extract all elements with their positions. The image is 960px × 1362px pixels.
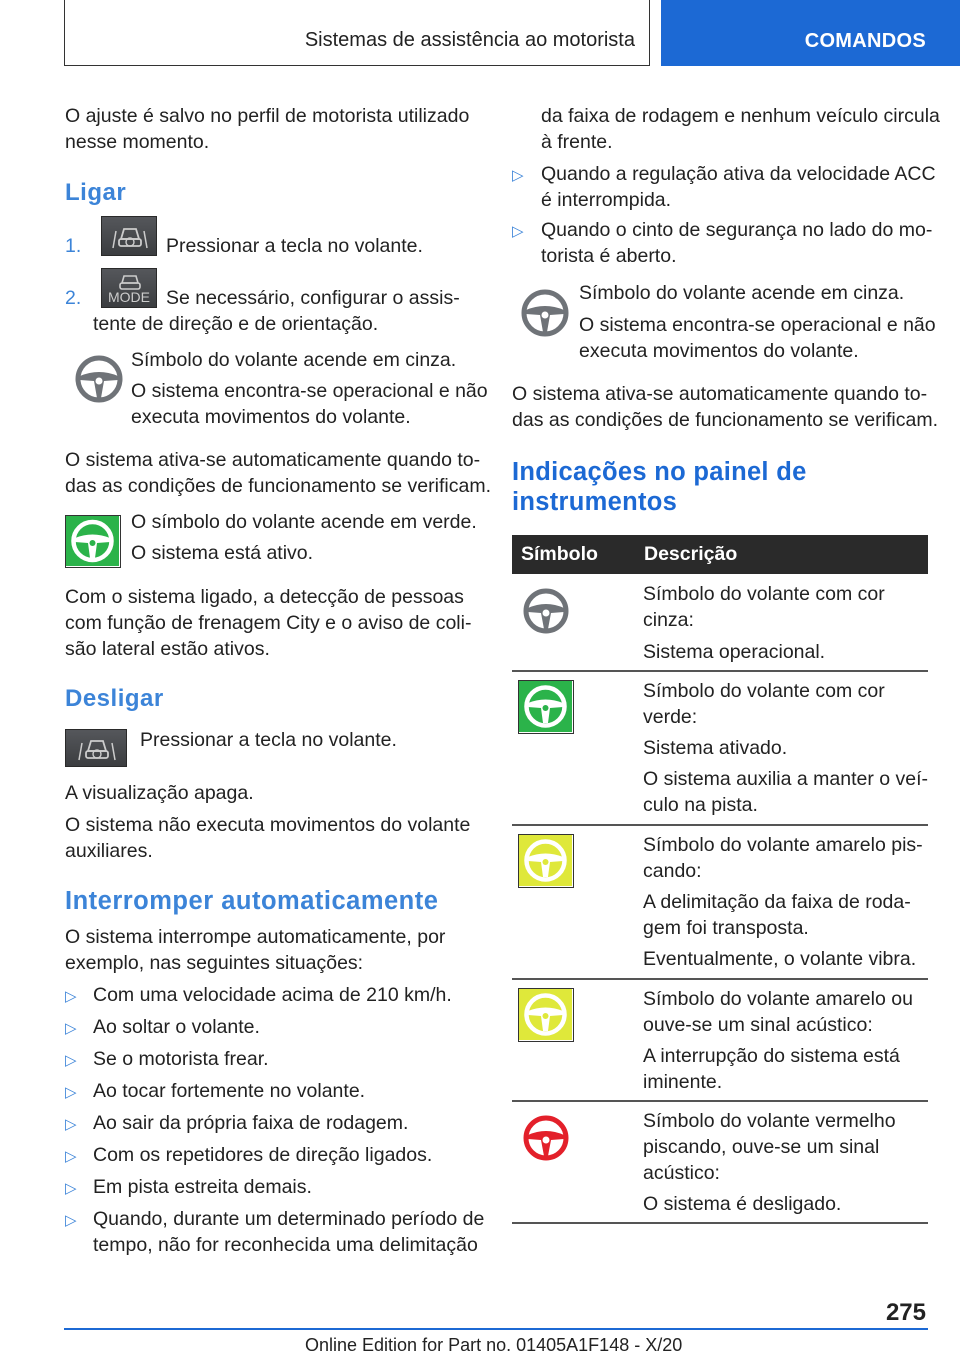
bullet-marker: ▷: [65, 1052, 77, 1069]
steering-wheel-yellow-icon: [519, 989, 572, 1040]
row2-line4: O sistema auxilia a manter o veí-: [643, 768, 929, 790]
row2-line5: culo na pista.: [643, 794, 758, 816]
intro-line-1: O ajuste é salvo no perfil de motorista utilizado: [65, 105, 470, 127]
gray-info-2: O sistema encontra-se operacional e não: [131, 380, 488, 402]
table-row-divider: [512, 1100, 928, 1102]
driver-assist-icon-off: [66, 730, 128, 768]
right-auto-1: O sistema ativa-se automaticamente quando to-: [512, 383, 928, 405]
table-row-divider: [512, 824, 928, 826]
interrupt-intro-1: O sistema interrompe automaticamente, por: [65, 926, 446, 948]
row3-line3: A delimitação da faixa de roda-: [643, 891, 911, 913]
green-icon-frame: [65, 515, 121, 568]
steering-wheel-green-icon: [519, 681, 572, 732]
mode-label: MODE: [108, 289, 150, 305]
row4-line1: Símbolo do volante amarelo ou: [643, 988, 913, 1010]
bullet-item: Com uma velocidade acima de 210 km/h.: [93, 984, 452, 1006]
heading-ligar: Ligar: [65, 179, 127, 206]
step-2-number: 2.: [65, 287, 82, 309]
bullet-item: Ao tocar fortemente no volante.: [93, 1080, 366, 1102]
continued-2: à frente.: [541, 131, 613, 153]
mode-button-image: [101, 268, 157, 308]
driver-assist-icon: [102, 217, 158, 257]
off-text-1: A visualização apaga.: [65, 782, 254, 804]
row2-line2: verde:: [643, 706, 698, 728]
footer-edition: Online Edition for Part no. 01405A1F148 - X/20: [305, 1335, 683, 1355]
assist-button-image-off: [65, 729, 127, 767]
auto-activate-1: O sistema ativa-se automaticamente quando to-: [65, 449, 481, 471]
interrupt-intro-2: exemplo, nas seguintes situações:: [65, 952, 364, 974]
bullet-marker: ▷: [512, 167, 524, 184]
bullet-marker: ▷: [65, 1212, 77, 1229]
table-col-description: Descrição: [644, 543, 738, 565]
bullet-item: Ao soltar o volante.: [93, 1016, 260, 1038]
row4-line2: ouve-se um sinal acústico:: [643, 1014, 873, 1036]
row4-line4: iminente.: [643, 1071, 723, 1093]
step-2-text-2: tente de direção e de orientação.: [93, 313, 379, 335]
off-button-text: Pressionar a tecla no volante.: [140, 729, 397, 751]
bullet-marker: ▷: [65, 1148, 77, 1165]
bullet-item-last-2: tempo, não for reconhecida uma delimitação: [93, 1234, 478, 1256]
row4-line3: A interrupção do sistema está: [643, 1045, 900, 1067]
row5-line2: piscando, ouve-se um sinal: [643, 1136, 880, 1158]
intro-line-2: nesse momento.: [65, 131, 210, 153]
footer-divider: [64, 1328, 928, 1330]
row5-line4: O sistema é desligado.: [643, 1193, 842, 1215]
table-row-divider: [512, 978, 928, 980]
bullet-item: Se o motorista frear.: [93, 1048, 269, 1070]
header-chapter-tab[interactable]: [661, 0, 960, 66]
right-auto-2: das as condições de funcionamento se verificam.: [512, 409, 938, 431]
row1-line3: Sistema operacional.: [643, 641, 826, 663]
row3-line1: Símbolo do volante amarelo pis-: [643, 834, 923, 856]
bullet-marker: ▷: [512, 223, 524, 240]
green-info-2: O sistema está ativo.: [131, 542, 314, 564]
right-bullet-2-b: torista é aberto.: [541, 245, 677, 267]
bullet-item: Em pista estreita demais.: [93, 1176, 312, 1198]
heading-indicacoes-1: Indicações no painel de: [512, 458, 807, 486]
heading-interromper: Interromper automaticamente: [65, 887, 439, 915]
bullet-marker: ▷: [65, 988, 77, 1005]
row1-line1: Símbolo do volante com cor: [643, 583, 885, 605]
bullet-item: Ao sair da própria faixa de rodagem.: [93, 1112, 409, 1134]
off-text-2: O sistema não executa movimentos do volante: [65, 814, 471, 836]
row1-line2: cinza:: [643, 609, 694, 631]
row2-line3: Sistema ativado.: [643, 737, 788, 759]
table-header: [512, 535, 928, 574]
right-bullet-1-a: Quando a regulação ativa da velocidade ACC: [541, 163, 936, 185]
steering-wheel-gray-icon: [70, 354, 128, 404]
row3-line2: cando:: [643, 860, 702, 882]
green-icon-frame: [518, 680, 574, 734]
steering-wheel-yellow-icon: [519, 835, 572, 886]
right-bullet-1-b: é interrompida.: [541, 189, 672, 211]
yellow-icon-frame: [518, 834, 574, 888]
steering-wheel-gray-icon: [520, 586, 572, 636]
bullet-marker: ▷: [65, 1020, 77, 1037]
table-row-divider: [512, 1222, 928, 1224]
continued-1: da faixa de rodagem e nenhum veículo circula: [541, 105, 940, 127]
step-1-number: 1.: [65, 235, 82, 257]
right-gray-info-3: executa movimentos do volante.: [579, 340, 859, 362]
on-text-2: com função de frenagem City e o aviso de coli-: [65, 612, 472, 634]
right-gray-info-1: Símbolo do volante acende em cinza.: [579, 282, 905, 304]
gray-info-1: Símbolo do volante acende em cinza.: [131, 349, 457, 371]
step-2-text-1: Se necessário, configurar o assis-: [166, 287, 460, 309]
bullet-item: Com os repetidores de direção ligados.: [93, 1144, 433, 1166]
on-text-1: Com o sistema ligado, a detecção de pessoas: [65, 586, 464, 608]
row3-line4: gem foi transposta.: [643, 917, 809, 939]
row5-line1: Símbolo do volante vermelho: [643, 1110, 896, 1132]
row3-line5: Eventualmente, o volante vibra.: [643, 948, 917, 970]
right-gray-info-2: O sistema encontra-se operacional e não: [579, 314, 936, 336]
steering-wheel-green-icon: [66, 516, 119, 566]
row5-line3: acústico:: [643, 1162, 720, 1184]
header-section-title: Sistemas de assistência ao motorista: [304, 29, 635, 51]
steering-wheel-gray-icon: [516, 288, 574, 338]
bullet-marker: ▷: [65, 1116, 77, 1133]
green-info-1: O símbolo do volante acende em verde.: [131, 511, 477, 533]
bullet-marker: ▷: [65, 1180, 77, 1197]
auto-activate-2: das as condições de funcionamento se verificam.: [65, 475, 491, 497]
header-chapter-title: COMANDOS: [804, 30, 926, 52]
header-section-box: [64, 0, 650, 66]
table-col-symbol: Símbolo: [521, 543, 598, 565]
steering-wheel-red-icon: [520, 1113, 572, 1163]
right-bullet-2-a: Quando o cinto de segurança no lado do mo-: [541, 219, 933, 241]
bullet-item-last-1: Quando, durante um determinado período de: [93, 1208, 485, 1230]
gray-info-3: executa movimentos do volante.: [131, 406, 411, 428]
row2-line1: Símbolo do volante com cor: [643, 680, 885, 702]
step-1-text: Pressionar a tecla no volante.: [166, 235, 423, 257]
on-text-3: são lateral estão ativos.: [65, 638, 270, 660]
yellow-icon-frame: [518, 988, 574, 1042]
heading-desligar: Desligar: [65, 685, 164, 712]
page-number: 275: [885, 1299, 926, 1326]
assist-button-image: [101, 216, 157, 256]
table-row-divider: [512, 670, 928, 672]
bullet-marker: ▷: [65, 1084, 77, 1101]
heading-indicacoes-2: instrumentos: [512, 488, 678, 516]
off-text-3: auxiliares.: [65, 840, 153, 862]
